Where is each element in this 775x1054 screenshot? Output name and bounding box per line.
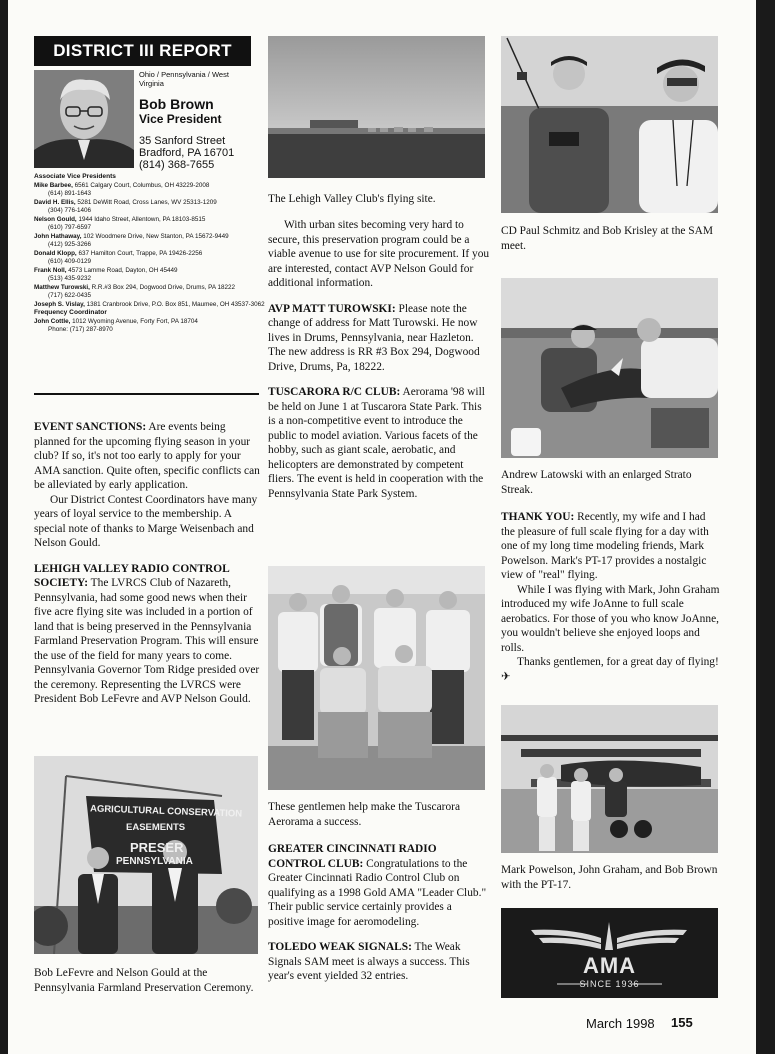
page-number: 155 [671,1015,693,1030]
avp-phone: (610) 797-6597 [48,224,92,231]
magazine-page [8,0,756,1054]
tuscarora-text: Aerorama '98 will be held on June 1 at Tuscarora State Park. This is a non-competitive event to introduce the public to model aviation. Various facets of the hobby, such as giant scale, aerobatic, and helicopters are demonstrated by competent fliers. The event is held in cooperation with the Pennsylvania State Park System. [268,386,485,500]
pt17-caption: Mark Powelson, John Graham, and Bob Brown with the PT-17. [501,864,718,891]
preservation-ceremony-caption: Bob LeFevre and Nelson Gould at the Pennsylvania Farmland Preservation Ceremony. [34,967,254,994]
thank-you-paragraph [501,510,721,583]
event-sanctions-heading: EVENT SANCTIONS: [34,421,147,433]
aerobatics-paragraph: While I was flying with Mark, John Graham introduced my wife JoAnne to full scale aerobatics. For those of you who know JoAnne, you wouldn't believe she enjoyed loops and rolls. [501,583,720,654]
avp-entry [34,182,256,191]
district-banner: DISTRICT III REPORT [34,36,251,66]
tuscarora-heading: TUSCARORA R/C CLUB: [268,386,401,398]
avp-address: 5281 DeWitt Road, Cross Lanes, WV 25313-1209 [77,198,217,206]
vp-phone: (814) 368-7655 [139,159,215,171]
issue-date: March 1998 [586,1016,655,1031]
avp-address: 102 Woodmere Drive, New Stanton, PA 15672-9449 [83,232,229,240]
avp-address: 6561 Calgary Court, Columbus, OH 43229-2008 [74,181,210,189]
toledo-text: The Weak Signals SAM meet is always a success. This year's event yielded 32 entries. [268,941,470,982]
avp-list [34,173,265,335]
cincinnati-paragraph [268,842,490,929]
tuscarora-paragraph [268,385,490,501]
sam-meet-photo [501,36,718,213]
ama-logo [501,908,718,998]
thanks-gentlemen-paragraph: Thanks gentlemen, for a great day of flying! ✈ [501,656,719,683]
avp-entry [34,199,256,208]
vp-title: Vice President [139,112,222,126]
freq-name: John Cottle, [34,317,71,325]
ama-since-text: SINCE 1936 [579,979,640,989]
avp-name: David H. Ellis, [34,198,76,206]
strato-streak-photo [501,278,718,458]
toledo-paragraph [268,940,490,984]
lehigh-text: The LVRCS Club of Nazareth, Pennsylvania, had some good news when their five acre flying site was included in a portion of land that is being preserved in the Pennsylvania Farmland Preservation Program. This will ensure the use of the field for many years to come. Pennsylvania Governor Tom Ridge presided over the ceremony. Representing the LVRCS were President Bob LeFevre and AVP Nelson Gould. [34,577,260,705]
toledo-heading: TOLEDO WEAK SIGNALS: [268,941,412,953]
flying-site-caption: The Lehigh Valley Club's flying site. [268,193,436,205]
sam-meet-caption: CD Paul Schmitz and Bob Krisley at the SAM meet. [501,225,713,252]
freq-address: 1012 Wyoming Avenue, Forty Fort, PA 18704 [72,317,198,325]
vp-name: Bob Brown [139,96,214,112]
sign-line-3: PRESER [130,840,184,855]
vp-address-1: 35 Sanford Street [139,135,226,147]
event-sanctions-paragraph [34,420,260,493]
avp-address: 1944 Idaho Street, Allentown, PA 18103-8515 [78,215,206,223]
avp-name: Donald Klopp, [34,249,77,257]
column-2-text-a [268,218,490,501]
vp-address-2: Bradford, PA 16701 [139,147,235,159]
region-label: Ohio / Pennsylvania / West Virginia [139,70,229,88]
freq-entry [34,318,256,327]
pt17-photo [501,705,718,853]
avp-phone: (412) 925-3266 [48,241,92,248]
avp-address: R.R.#3 Box 294, Dogwood Drive, Drums, PA 18222 [91,283,236,291]
avp-name: Frank Noll, [34,266,67,274]
flying-site-photo [268,36,485,178]
dcc-paragraph: Our District Contest Coordinators have many years of loyal service to the membership. A special note of thanks to Marge Weisenbach and Nelson Gould. [34,493,258,549]
thank-you-text: Recently, my wife and I had the pleasure of full scale flying for a day with one of my long time modeling friends, Mark Powelson. Mark's PT-17 provides a nostalgic view of "real" flying. [501,511,709,581]
header-divider [34,393,259,395]
cincinnati-text: Congratulations to the Greater Cincinnati Radio Control Club on qualifying as a 1998 Gold AMA "Leader Club." Their public service certainly provides a positive image for aeromodeling. [268,857,487,928]
tuscarora-group-photo [268,566,485,790]
column-2-text-b [268,842,490,984]
tuscarora-group-caption: These gentlemen help make the Tuscarora Aerorama a success. [268,801,460,828]
avp-entry [34,300,265,310]
avp-phone: (614) 891-1643 [48,190,92,197]
avp-phone: (304) 776-1406 [48,207,92,214]
avp-address: 4573 Lamme Road, Dayton, OH 45449 [68,266,178,274]
column-1 [34,420,260,707]
avp-phone: (513) 435-9232 [48,275,92,282]
avp-name: Mike Barbee, [34,181,73,189]
lehigh-heading: LEHIGH VALLEY RADIO CONTROL SOCIETY: [34,562,230,589]
avp-turowski-heading: AVP MATT TUROWSKI: [268,302,396,315]
avp-address: 637 Hamilton Court, Trappe, PA 19426-2256 [78,249,203,257]
sign-line-4: PENNSYLVANIA [116,856,193,867]
preservation-ceremony-photo [34,756,258,954]
avp-turowski-paragraph [268,302,490,375]
strato-streak-caption: Andrew Latowski with an enlarged Strato Streak. [501,469,692,496]
bob-brown-portrait [34,70,134,168]
avp-name: Matthew Turowski, [34,283,90,291]
avp-entry [34,267,256,276]
avp-turowski-text: Please note the change of address for Matt Turowski. He now lives in Drums, Pennsylvania, near Hazleton. The new address is RR #3 Box 294, Dogwood Drive, Drums, Pa, 18222. [268,302,480,373]
thank-you-heading: THANK YOU: [501,511,575,523]
sign-line-1: AGRICULTURAL CONSERVATION [89,803,243,820]
avp-entry [34,250,256,259]
avp-entry [34,216,256,225]
avp-name: Nelson Gould, [34,215,77,223]
avp-heading: Associate Vice Presidents [34,173,116,180]
ama-logo-text: AMA [582,953,637,978]
avp-entry [34,284,256,293]
cincinnati-heading: GREATER CINCINNATI RADIO CONTROL CLUB: [268,843,437,870]
sign-line-2: EASEMENTS [126,822,186,833]
avp-rows [34,181,265,310]
avp-address: 1381 Cranbrook Drive, P.O. Box 851, Maumee, OH 43537-3062 [86,300,265,308]
avp-name: John Hathaway, [34,232,82,240]
urban-sites-paragraph: With urban sites becoming very hard to secure, this preservation program could be a viable avenue to use for site procurement. If you are interested, contact AVP Nelson Gould for additional information. [268,219,490,289]
avp-phone: (717) 622-0435 [48,292,92,299]
freq-heading: Frequency Coordinator [34,309,107,316]
avp-entry [34,233,256,242]
lehigh-paragraph [34,562,260,707]
event-sanctions-text: Are events being planned for the upcoming flying season in your club? If so, it's not too early to apply for your AMA sanction. Quite often, specific conflicts can be alleviated by early application. [34,421,260,491]
column-3-text [501,510,721,684]
avp-name: Joseph S. Vislay, [34,300,85,308]
freq-phone: Phone: (717) 287-8970 [48,326,113,333]
avp-phone: (610) 409-0129 [48,258,92,265]
